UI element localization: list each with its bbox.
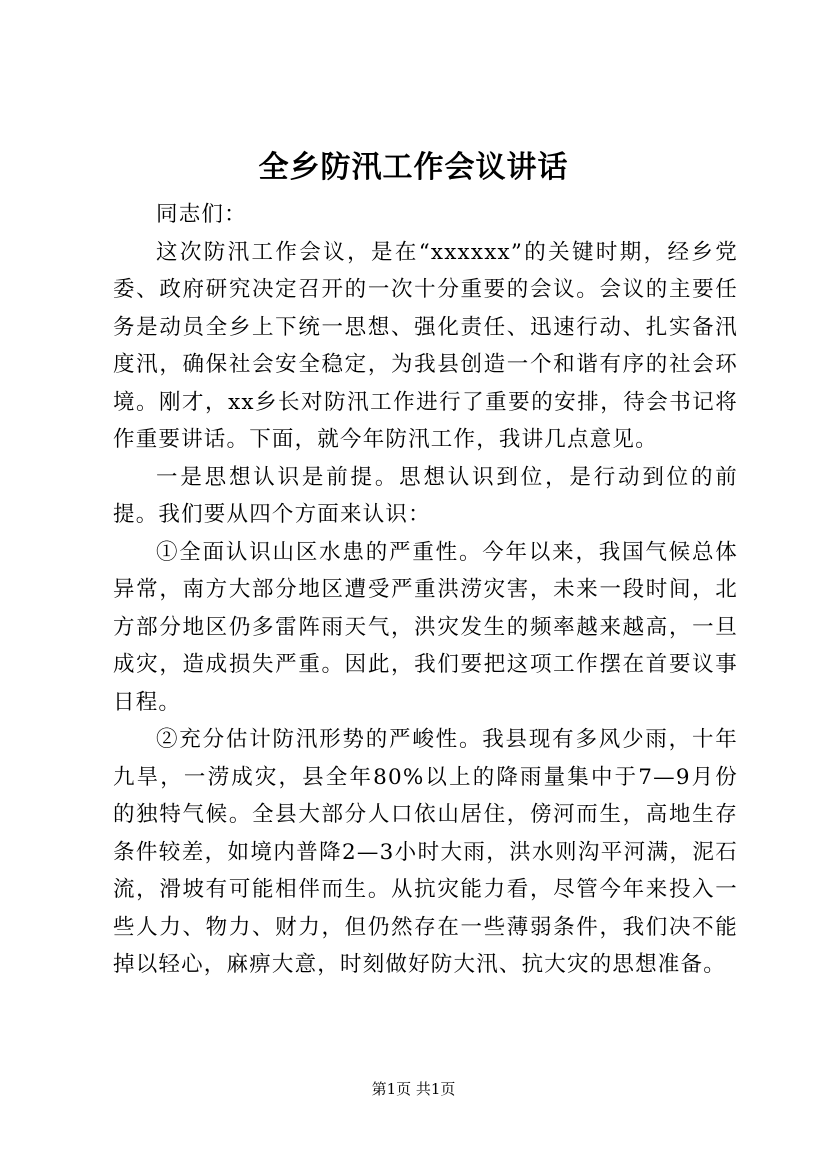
point-one-paragraph: 一是思想认识是前提。思想认识到位，是行动到位的前提。我们要从四个方面来认识： <box>113 464 738 527</box>
intro-paragraph: 这次防汛工作会议，是在“xxxxxx”的关键时期，经乡党委、政府研究决定召开的一次十分重要的会议。会议的主要任务是动员全乡上下统一思想、强化责任、迅速行动、扎实备汛度汛，确保社会安全稳定，为我县创造一个和谐有序的社会环境。刚才，xx乡长对防汛工作进行了重要的安排，待会书记将作重要讲话。下面，就今年防汛工作，我讲几点意见。 <box>113 239 738 452</box>
salutation-paragraph: 同志们： <box>156 202 247 227</box>
page-number-footer: 第1页 共1页 <box>371 1080 456 1098</box>
subpoint-two-paragraph: ②充分估计防汛形势的严峻性。我县现有多风少雨，十年九旱，一涝成灾，县全年80%以上的降雨量集中于7—9月份的独特气候。全县大部分人口依山居住，傍河而生，高地生存条件较差，如境内普降2—3小时大雨，洪水则沟平河满，泥石流，滑坡有可能相伴而生。从抗灾能力看，尽管今年来投入一些人力、物力、财力，但仍然存在一些薄弱条件，我们决不能掉以轻心，麻痹大意，时刻做好防大汛、抗大灾的思想准备。 <box>113 727 738 977</box>
subpoint-one-paragraph: ①全面认识山区水患的严重性。今年以来，我国气候总体异常，南方大部分地区遭受严重洪涝灾害，未来一段时间，北方部分地区仍多雷阵雨天气，洪灾发生的频率越来越高，一旦成灾，造成损失严重。因此，我们要把这项工作摆在首要议事日程。 <box>113 539 738 715</box>
document-body <box>113 196 738 984</box>
document-title: 全乡防汛工作会议讲话 <box>258 150 569 185</box>
